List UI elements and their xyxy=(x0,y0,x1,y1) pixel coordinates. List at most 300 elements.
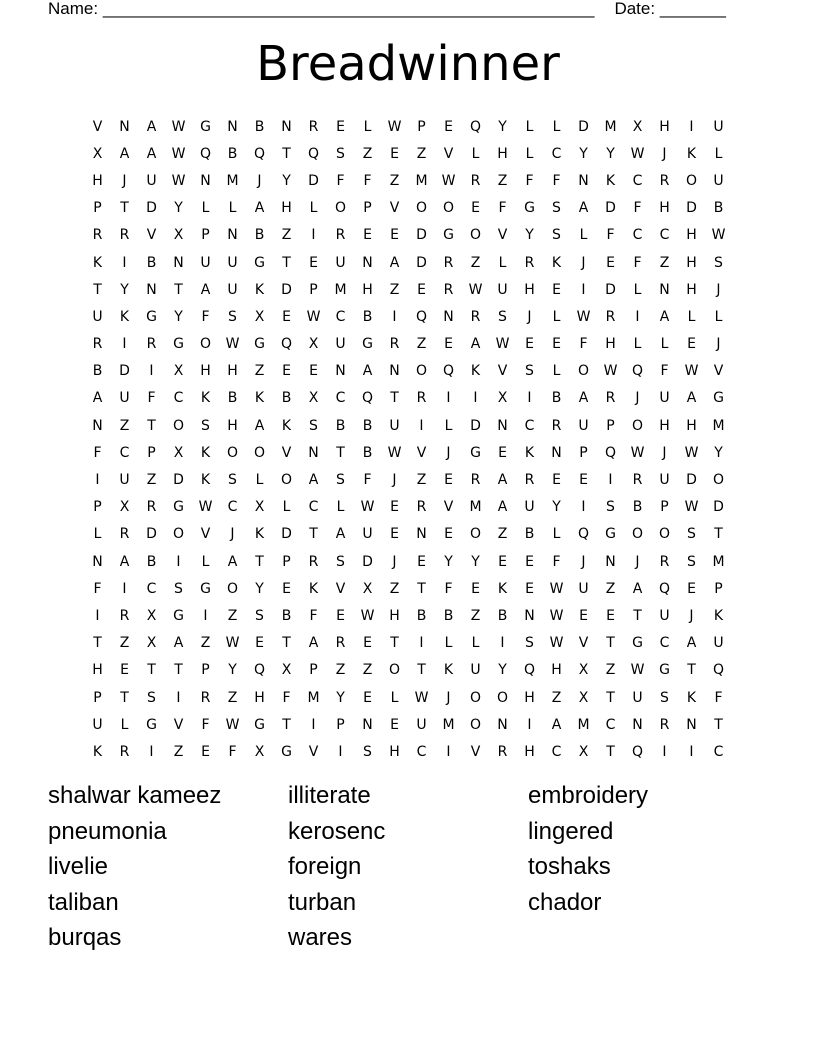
grid-letter[interactable]: H xyxy=(497,145,508,162)
grid-letter[interactable]: F xyxy=(606,227,615,244)
grid-letter[interactable]: I xyxy=(122,580,127,597)
grid-letter[interactable]: L xyxy=(660,336,669,353)
grid-letter[interactable]: Z xyxy=(497,526,508,543)
grid-letter[interactable]: Z xyxy=(119,635,130,652)
grid-letter[interactable]: H xyxy=(281,200,292,217)
grid-letter[interactable]: L xyxy=(390,689,399,706)
grid-letter[interactable]: S xyxy=(552,200,561,217)
grid-letter[interactable]: C xyxy=(335,308,346,325)
grid-letter[interactable]: I xyxy=(176,553,181,570)
grid-letter[interactable]: B xyxy=(362,417,373,434)
grid-letter[interactable]: Z xyxy=(173,743,184,760)
grid-letter[interactable]: I xyxy=(689,118,694,135)
grid-letter[interactable]: J xyxy=(635,390,640,407)
grid-letter[interactable]: K xyxy=(254,526,265,543)
grid-letter[interactable]: L xyxy=(552,363,561,380)
grid-letter[interactable]: Z xyxy=(281,227,292,244)
grid-letter[interactable]: X xyxy=(578,743,589,760)
grid-letter[interactable]: N xyxy=(578,172,589,189)
grid-letter[interactable]: Z xyxy=(119,417,130,434)
grid-letter[interactable]: X xyxy=(254,499,265,516)
grid-letter[interactable]: N xyxy=(605,553,616,570)
grid-letter[interactable]: V xyxy=(443,145,454,162)
grid-letter[interactable]: K xyxy=(713,607,724,624)
grid-letter[interactable]: V xyxy=(146,227,157,244)
grid-letter[interactable]: M xyxy=(712,417,725,434)
grid-letter[interactable]: N xyxy=(227,118,238,135)
grid-letter[interactable]: I xyxy=(122,336,127,353)
grid-letter[interactable]: H xyxy=(686,227,697,244)
grid-letter[interactable]: E xyxy=(390,227,399,244)
grid-letter[interactable]: L xyxy=(633,281,642,298)
grid-letter[interactable]: X xyxy=(254,308,265,325)
grid-letter[interactable]: U xyxy=(713,635,724,652)
grid-letter[interactable]: R xyxy=(443,281,454,298)
grid-letter[interactable]: N xyxy=(659,281,670,298)
grid-letter[interactable]: I xyxy=(311,227,316,244)
grid-letter[interactable]: C xyxy=(551,743,562,760)
grid-letter[interactable]: Y xyxy=(336,689,345,706)
grid-letter[interactable]: X xyxy=(632,118,643,135)
grid-letter[interactable]: O xyxy=(415,200,428,217)
grid-letter[interactable]: W xyxy=(225,336,240,353)
grid-letter[interactable]: G xyxy=(173,499,184,516)
grid-letter[interactable]: T xyxy=(282,254,291,271)
grid-letter[interactable]: S xyxy=(228,472,237,489)
grid-letter[interactable]: T xyxy=(147,417,156,434)
grid-letter[interactable]: D xyxy=(605,200,616,217)
grid-letter[interactable]: I xyxy=(419,417,424,434)
grid-letter[interactable]: E xyxy=(471,200,480,217)
grid-letter[interactable]: X xyxy=(173,227,184,244)
grid-letter[interactable]: S xyxy=(201,417,210,434)
grid-letter[interactable]: Z xyxy=(362,145,373,162)
grid-letter[interactable]: C xyxy=(308,499,319,516)
grid-letter[interactable]: R xyxy=(119,526,130,543)
grid-letter[interactable]: V xyxy=(470,743,481,760)
grid-letter[interactable]: B xyxy=(497,607,508,624)
grid-letter[interactable]: C xyxy=(632,227,643,244)
grid-letter[interactable]: V xyxy=(200,526,211,543)
grid-letter[interactable]: R xyxy=(524,254,535,271)
grid-letter[interactable]: Z xyxy=(416,145,427,162)
grid-letter[interactable]: N xyxy=(551,444,562,461)
grid-letter[interactable]: T xyxy=(606,743,615,760)
grid-letter[interactable]: L xyxy=(714,145,723,162)
grid-letter[interactable]: D xyxy=(470,417,481,434)
grid-letter[interactable]: F xyxy=(579,336,588,353)
grid-letter[interactable]: A xyxy=(686,635,697,652)
grid-letter[interactable]: R xyxy=(416,499,427,516)
grid-letter[interactable]: L xyxy=(228,200,237,217)
grid-letter[interactable]: Q xyxy=(658,580,671,597)
grid-letter[interactable]: S xyxy=(174,580,183,597)
grid-letter[interactable]: Q xyxy=(199,145,212,162)
grid-letter[interactable]: L xyxy=(336,499,345,516)
grid-letter[interactable]: B xyxy=(254,118,265,135)
grid-letter[interactable]: K xyxy=(200,390,211,407)
grid-letter[interactable]: T xyxy=(174,281,183,298)
grid-letter[interactable]: Z xyxy=(335,662,346,679)
grid-letter[interactable]: H xyxy=(605,336,616,353)
grid-letter[interactable]: C xyxy=(659,635,670,652)
grid-letter[interactable]: D xyxy=(146,200,157,217)
grid-letter[interactable]: U xyxy=(632,689,643,706)
grid-letter[interactable]: I xyxy=(176,689,181,706)
grid-letter[interactable]: V xyxy=(443,499,454,516)
grid-letter[interactable]: T xyxy=(309,526,318,543)
grid-letter[interactable]: T xyxy=(282,716,291,733)
grid-letter[interactable]: T xyxy=(120,689,129,706)
grid-letter[interactable]: E xyxy=(120,662,129,679)
grid-letter[interactable]: V xyxy=(308,743,319,760)
grid-letter[interactable]: E xyxy=(336,607,345,624)
grid-letter[interactable]: E xyxy=(552,472,561,489)
grid-letter[interactable]: W xyxy=(630,662,645,679)
grid-letter[interactable]: J xyxy=(635,553,640,570)
grid-letter[interactable]: Y xyxy=(471,553,480,570)
grid-letter[interactable]: E xyxy=(606,254,615,271)
grid-letter[interactable]: Q xyxy=(469,118,482,135)
grid-letter[interactable]: B xyxy=(92,363,103,380)
grid-letter[interactable]: X xyxy=(173,444,184,461)
grid-letter[interactable]: I xyxy=(149,743,154,760)
grid-letter[interactable]: R xyxy=(335,635,346,652)
grid-letter[interactable]: B xyxy=(146,254,157,271)
grid-letter[interactable]: Q xyxy=(415,308,428,325)
grid-letter[interactable]: O xyxy=(469,526,482,543)
grid-letter[interactable]: R xyxy=(659,172,670,189)
grid-letter[interactable]: X xyxy=(497,390,508,407)
grid-letter[interactable]: N xyxy=(389,363,400,380)
grid-letter[interactable]: T xyxy=(120,200,129,217)
grid-letter[interactable]: C xyxy=(173,390,184,407)
grid-letter[interactable]: J xyxy=(716,281,721,298)
grid-letter[interactable]: Q xyxy=(577,526,590,543)
grid-letter[interactable]: U xyxy=(200,254,211,271)
grid-letter[interactable]: N xyxy=(416,526,427,543)
grid-letter[interactable]: K xyxy=(200,444,211,461)
grid-letter[interactable]: R xyxy=(551,417,562,434)
grid-letter[interactable]: L xyxy=(687,308,696,325)
grid-letter[interactable]: B xyxy=(443,607,454,624)
grid-letter[interactable]: H xyxy=(659,200,670,217)
grid-letter[interactable]: W xyxy=(684,444,699,461)
grid-letter[interactable]: Z xyxy=(254,363,265,380)
grid-letter[interactable]: N xyxy=(443,308,454,325)
grid-letter[interactable]: T xyxy=(93,635,102,652)
grid-letter[interactable]: E xyxy=(687,336,696,353)
grid-letter[interactable]: H xyxy=(227,363,238,380)
grid-letter[interactable]: C xyxy=(416,743,427,760)
grid-letter[interactable]: F xyxy=(525,172,534,189)
grid-letter[interactable]: C xyxy=(713,743,724,760)
grid-letter[interactable]: K xyxy=(254,281,265,298)
grid-letter[interactable]: U xyxy=(470,662,481,679)
grid-letter[interactable]: W xyxy=(495,336,510,353)
grid-letter[interactable]: U xyxy=(659,607,670,624)
grid-letter[interactable]: E xyxy=(201,743,210,760)
grid-letter[interactable]: H xyxy=(389,743,400,760)
grid-letter[interactable]: E xyxy=(282,580,291,597)
grid-letter[interactable]: I xyxy=(527,390,532,407)
grid-letter[interactable]: J xyxy=(446,444,451,461)
grid-letter[interactable]: O xyxy=(577,363,590,380)
grid-letter[interactable]: Z xyxy=(551,689,562,706)
grid-letter[interactable]: S xyxy=(525,635,534,652)
grid-letter[interactable]: U xyxy=(578,417,589,434)
grid-letter[interactable]: J xyxy=(662,444,667,461)
grid-letter[interactable]: G xyxy=(254,716,265,733)
grid-letter[interactable]: Y xyxy=(498,662,507,679)
grid-letter[interactable]: W xyxy=(549,580,564,597)
grid-letter[interactable]: N xyxy=(524,607,535,624)
grid-letter[interactable]: T xyxy=(255,553,264,570)
grid-letter[interactable]: R xyxy=(524,472,535,489)
grid-letter[interactable]: V xyxy=(92,118,103,135)
grid-letter[interactable]: K xyxy=(470,363,481,380)
grid-letter[interactable]: J xyxy=(257,172,262,189)
grid-letter[interactable]: H xyxy=(362,281,373,298)
grid-letter[interactable]: V xyxy=(713,363,724,380)
grid-letter[interactable]: E xyxy=(552,336,561,353)
grid-letter[interactable]: L xyxy=(552,308,561,325)
grid-letter[interactable]: R xyxy=(92,227,103,244)
grid-letter[interactable]: P xyxy=(606,417,615,434)
grid-letter[interactable]: P xyxy=(363,200,372,217)
grid-letter[interactable]: M xyxy=(415,172,428,189)
grid-letter[interactable]: R xyxy=(632,472,643,489)
grid-letter[interactable]: E xyxy=(309,363,318,380)
grid-letter[interactable]: Z xyxy=(227,607,238,624)
grid-letter[interactable]: F xyxy=(201,308,210,325)
grid-letter[interactable]: Y xyxy=(120,281,129,298)
grid-letter[interactable]: A xyxy=(497,472,508,489)
grid-letter[interactable]: G xyxy=(173,336,184,353)
grid-letter[interactable]: P xyxy=(714,580,723,597)
grid-letter[interactable]: J xyxy=(581,553,586,570)
grid-letter[interactable]: J xyxy=(392,553,397,570)
grid-letter[interactable]: B xyxy=(146,553,157,570)
grid-letter[interactable]: U xyxy=(227,281,238,298)
grid-letter[interactable]: A xyxy=(92,390,103,407)
grid-letter[interactable]: K xyxy=(686,689,697,706)
grid-letter[interactable]: F xyxy=(552,172,561,189)
grid-letter[interactable]: G xyxy=(200,118,211,135)
grid-letter[interactable]: R xyxy=(470,172,481,189)
grid-letter[interactable]: B xyxy=(362,308,373,325)
grid-letter[interactable]: F xyxy=(282,689,291,706)
grid-letter[interactable]: X xyxy=(92,145,103,162)
grid-letter[interactable]: C xyxy=(524,417,535,434)
grid-letter[interactable]: R xyxy=(416,390,427,407)
grid-letter[interactable]: J xyxy=(392,472,397,489)
grid-letter[interactable]: K xyxy=(92,743,103,760)
grid-letter[interactable]: C xyxy=(605,716,616,733)
grid-letter[interactable]: Q xyxy=(631,743,644,760)
grid-letter[interactable]: R xyxy=(119,743,130,760)
grid-letter[interactable]: A xyxy=(686,390,697,407)
grid-letter[interactable]: M xyxy=(226,172,239,189)
grid-letter[interactable]: K xyxy=(686,145,697,162)
grid-letter[interactable]: E xyxy=(525,580,534,597)
grid-letter[interactable]: E xyxy=(498,444,507,461)
grid-letter[interactable]: Q xyxy=(253,662,266,679)
grid-letter[interactable]: E xyxy=(390,526,399,543)
grid-letter[interactable]: U xyxy=(497,281,508,298)
grid-letter[interactable]: G xyxy=(632,635,643,652)
grid-letter[interactable]: N xyxy=(146,281,157,298)
grid-letter[interactable]: A xyxy=(254,200,265,217)
grid-letter[interactable]: D xyxy=(362,553,373,570)
grid-letter[interactable]: Y xyxy=(714,444,723,461)
grid-letter[interactable]: C xyxy=(632,172,643,189)
grid-letter[interactable]: Q xyxy=(631,363,644,380)
grid-letter[interactable]: W xyxy=(198,499,213,516)
grid-letter[interactable]: L xyxy=(525,118,534,135)
grid-letter[interactable]: U xyxy=(713,172,724,189)
grid-letter[interactable]: N xyxy=(308,444,319,461)
grid-letter[interactable]: G xyxy=(254,254,265,271)
grid-letter[interactable]: H xyxy=(254,689,265,706)
grid-letter[interactable]: X xyxy=(173,363,184,380)
grid-letter[interactable]: W xyxy=(387,444,402,461)
grid-letter[interactable]: Z xyxy=(659,254,670,271)
grid-letter[interactable]: I xyxy=(500,635,505,652)
grid-letter[interactable]: P xyxy=(579,444,588,461)
grid-letter[interactable]: M xyxy=(604,118,617,135)
grid-letter[interactable]: H xyxy=(524,689,535,706)
grid-letter[interactable]: R xyxy=(146,499,157,516)
grid-letter[interactable]: A xyxy=(659,308,670,325)
grid-letter[interactable]: U xyxy=(92,308,103,325)
grid-letter[interactable]: W xyxy=(360,607,375,624)
grid-letter[interactable]: E xyxy=(606,607,615,624)
grid-letter[interactable]: T xyxy=(147,662,156,679)
grid-letter[interactable]: E xyxy=(687,580,696,597)
grid-letter[interactable]: D xyxy=(686,200,697,217)
grid-letter[interactable]: J xyxy=(230,526,235,543)
grid-letter[interactable]: J xyxy=(689,607,694,624)
grid-letter[interactable]: S xyxy=(255,607,264,624)
grid-letter[interactable]: I xyxy=(419,635,424,652)
grid-letter[interactable]: A xyxy=(173,635,184,652)
grid-letter[interactable]: O xyxy=(496,689,509,706)
grid-letter[interactable]: N xyxy=(119,118,130,135)
grid-letter[interactable]: S xyxy=(552,227,561,244)
grid-letter[interactable]: A xyxy=(119,145,130,162)
grid-letter[interactable]: E xyxy=(444,336,453,353)
grid-letter[interactable]: X xyxy=(308,390,319,407)
grid-letter[interactable]: O xyxy=(172,417,185,434)
grid-letter[interactable]: R xyxy=(335,227,346,244)
grid-letter[interactable]: E xyxy=(417,281,426,298)
grid-letter[interactable]: Z xyxy=(605,580,616,597)
grid-letter[interactable]: A xyxy=(497,499,508,516)
grid-letter[interactable]: E xyxy=(336,118,345,135)
grid-letter[interactable]: E xyxy=(255,635,264,652)
grid-letter[interactable]: B xyxy=(335,417,346,434)
grid-letter[interactable]: T xyxy=(606,635,615,652)
grid-letter[interactable]: I xyxy=(581,281,586,298)
grid-letter[interactable]: F xyxy=(309,607,318,624)
grid-letter[interactable]: R xyxy=(146,336,157,353)
grid-letter[interactable]: I xyxy=(446,743,451,760)
grid-letter[interactable]: Q xyxy=(361,390,374,407)
grid-letter[interactable]: U xyxy=(335,254,346,271)
grid-letter[interactable]: F xyxy=(633,200,642,217)
grid-letter[interactable]: W xyxy=(171,145,186,162)
grid-letter[interactable]: R xyxy=(200,689,211,706)
grid-letter[interactable]: E xyxy=(390,716,399,733)
grid-letter[interactable]: W xyxy=(711,227,726,244)
grid-letter[interactable]: T xyxy=(336,444,345,461)
grid-letter[interactable]: R xyxy=(470,308,481,325)
grid-letter[interactable]: U xyxy=(362,526,373,543)
grid-letter[interactable]: Q xyxy=(604,444,617,461)
grid-letter[interactable]: S xyxy=(498,308,507,325)
grid-letter[interactable]: N xyxy=(497,716,508,733)
grid-letter[interactable]: E xyxy=(444,118,453,135)
grid-letter[interactable]: M xyxy=(577,716,590,733)
grid-letter[interactable]: P xyxy=(417,118,426,135)
grid-letter[interactable]: R xyxy=(605,390,616,407)
grid-letter[interactable]: D xyxy=(119,363,130,380)
grid-letter[interactable]: A xyxy=(632,580,643,597)
grid-letter[interactable]: A xyxy=(551,716,562,733)
grid-letter[interactable]: N xyxy=(362,254,373,271)
grid-letter[interactable]: S xyxy=(525,363,534,380)
grid-letter[interactable]: I xyxy=(338,743,343,760)
grid-letter[interactable]: E xyxy=(363,635,372,652)
grid-letter[interactable]: N xyxy=(497,417,508,434)
grid-letter[interactable]: W xyxy=(630,145,645,162)
grid-letter[interactable]: F xyxy=(444,580,453,597)
grid-letter[interactable]: W xyxy=(414,689,429,706)
grid-letter[interactable]: N xyxy=(227,227,238,244)
grid-letter[interactable]: N xyxy=(92,417,103,434)
grid-letter[interactable]: J xyxy=(527,308,532,325)
grid-letter[interactable]: Y xyxy=(606,145,615,162)
grid-letter[interactable]: K xyxy=(443,662,454,679)
grid-letter[interactable]: I xyxy=(662,743,667,760)
grid-letter[interactable]: N xyxy=(362,716,373,733)
grid-letter[interactable]: E xyxy=(498,553,507,570)
grid-letter[interactable]: A xyxy=(470,336,481,353)
grid-letter[interactable]: P xyxy=(201,662,210,679)
grid-letter[interactable]: W xyxy=(576,308,591,325)
grid-letter[interactable]: Y xyxy=(255,580,264,597)
date-blank[interactable]: _______ xyxy=(659,0,727,18)
grid-letter[interactable]: E xyxy=(525,553,534,570)
grid-letter[interactable]: U xyxy=(146,172,157,189)
grid-letter[interactable]: W xyxy=(684,363,699,380)
grid-letter[interactable]: B xyxy=(227,145,238,162)
grid-letter[interactable]: K xyxy=(551,254,562,271)
grid-letter[interactable]: D xyxy=(173,472,184,489)
grid-letter[interactable]: Q xyxy=(253,145,266,162)
grid-letter[interactable]: L xyxy=(444,417,453,434)
grid-letter[interactable]: P xyxy=(93,200,102,217)
grid-letter[interactable]: L xyxy=(714,308,723,325)
grid-letter[interactable]: D xyxy=(146,526,157,543)
grid-letter[interactable]: O xyxy=(415,363,428,380)
grid-letter[interactable]: S xyxy=(660,689,669,706)
grid-letter[interactable]: U xyxy=(524,499,535,516)
grid-letter[interactable]: G xyxy=(713,390,724,407)
grid-letter[interactable]: W xyxy=(171,172,186,189)
grid-letter[interactable]: E xyxy=(309,254,318,271)
